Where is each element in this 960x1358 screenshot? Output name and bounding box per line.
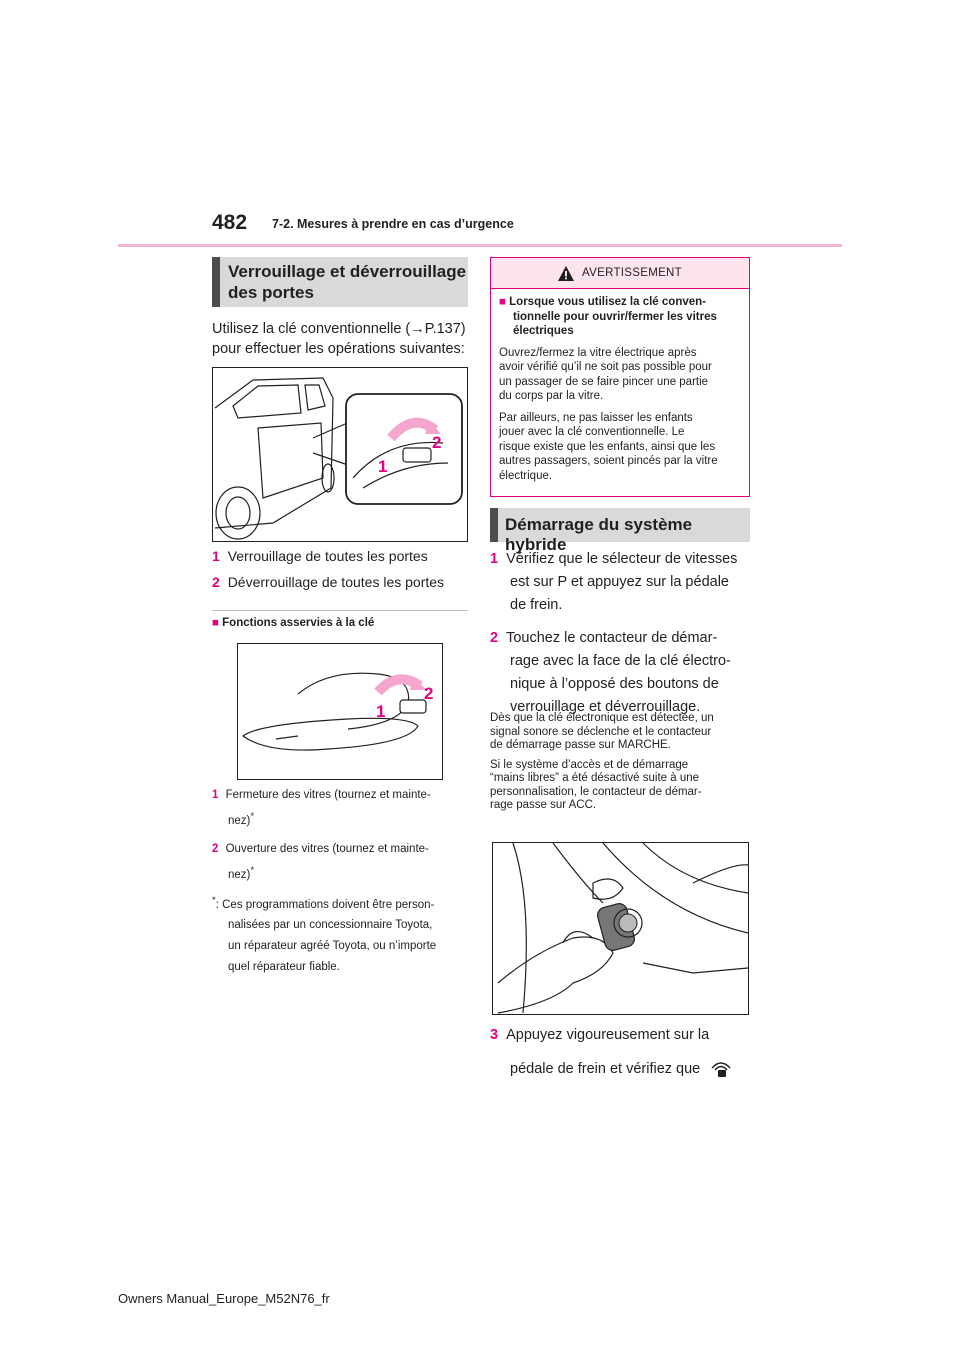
step-number: 1 bbox=[212, 548, 220, 564]
step-line: verrouillage et déverrouillage. bbox=[510, 699, 701, 715]
figure1-label-2: 2 bbox=[432, 433, 442, 452]
sub-heading-text: Fonctions asservies à la clé bbox=[222, 617, 375, 629]
step-text: Déverrouillage de toutes les portes bbox=[227, 574, 445, 590]
intro-line-2: pour effectuer les opérations suivantes: bbox=[212, 341, 465, 357]
note-line: de démarrage passe sur MARCHE. bbox=[490, 739, 671, 751]
warning-line: Par ailleurs, ne pas laisser les enfants bbox=[499, 411, 693, 424]
warning-line: du corps par la vitre. bbox=[499, 390, 604, 402]
warning-paragraph-2 bbox=[499, 411, 741, 484]
window-steps bbox=[212, 784, 474, 978]
heading-text: Démarrage du système hybride bbox=[505, 515, 693, 554]
step-number: 2 bbox=[212, 574, 220, 590]
figure2-label-1: 1 bbox=[376, 702, 386, 721]
step-lock-all bbox=[212, 543, 472, 569]
note-line: personnalisation, le contacteur de démar- bbox=[490, 785, 702, 798]
hybrid-steps bbox=[490, 548, 752, 719]
step-touch-switch bbox=[490, 627, 752, 719]
warning-body bbox=[491, 289, 749, 483]
step-check-selector bbox=[490, 548, 752, 617]
figure-handle-key bbox=[237, 643, 443, 780]
step-line: Touchez le contacteur de démar- bbox=[506, 630, 718, 646]
figure2-label-2: 2 bbox=[424, 684, 434, 703]
heading-door-locking bbox=[212, 257, 468, 307]
asterisk-mark: * bbox=[250, 811, 255, 822]
sub-heading-key-functions bbox=[212, 616, 374, 630]
figure-hand-key bbox=[492, 842, 749, 1015]
note-line: “mains libres” a été désactivé suite à une bbox=[490, 772, 700, 784]
step-window-close bbox=[212, 784, 474, 832]
header-rule bbox=[118, 244, 842, 247]
footnote-mark: * bbox=[212, 894, 216, 906]
warning-line: électrique. bbox=[499, 469, 553, 482]
step-line: nique à l’opposé des boutons de bbox=[510, 676, 719, 692]
footer-manual-id: Owners Manual_Europe_M52N76_fr bbox=[118, 1291, 330, 1306]
heading-hybrid-start bbox=[490, 508, 750, 554]
step-line: de frein. bbox=[510, 597, 563, 613]
heading-line-2: des portes bbox=[228, 283, 314, 302]
figure-door-key bbox=[212, 367, 468, 542]
step-text: Verrouillage de toutes les portes bbox=[227, 548, 428, 564]
warning-box bbox=[490, 257, 750, 497]
intro-line-1: Utilisez la clé conventionnelle (→P.137) bbox=[212, 321, 466, 337]
step-press-brake bbox=[490, 1025, 752, 1079]
warning-item-line-2: tionnelle pour ouvrir/fermer les vitres bbox=[513, 310, 717, 323]
step-line: pédale de frein et vérifiez que bbox=[510, 1061, 701, 1077]
ready-indicator-icon bbox=[710, 1060, 732, 1078]
step-text-line-2: nez) bbox=[228, 868, 251, 881]
footnote-line-1: : Ces programmations doivent être person- bbox=[215, 898, 435, 911]
heading-line-1: Verrouillage et déverrouillage bbox=[228, 262, 467, 281]
door-illustration bbox=[213, 368, 467, 541]
asterisk-mark: * bbox=[250, 864, 255, 876]
note-line: Dès que la clé électronique est détectée, un bbox=[490, 712, 714, 724]
step-number: 1 bbox=[212, 789, 219, 801]
step-line: Vérifiez que le sélecteur de vitesses bbox=[506, 551, 738, 567]
step-text-line-1: Fermeture des vitres (tournez et mainte- bbox=[225, 789, 431, 801]
footnote-line-4: quel réparateur fiable. bbox=[228, 961, 340, 974]
step-line: est sur P et appuyez sur la pédale bbox=[510, 574, 729, 590]
page-number: 482 bbox=[212, 211, 248, 234]
warning-line: risque existe que les enfants, ainsi que les bbox=[499, 440, 716, 453]
step-number: 2 bbox=[212, 842, 219, 855]
step-line: Appuyez vigoureusement sur la bbox=[506, 1027, 710, 1043]
step-number: 3 bbox=[490, 1027, 499, 1043]
square-bullet-icon: ■ bbox=[212, 617, 219, 629]
warning-line: Ouvrez/fermez la vitre électrique après bbox=[499, 346, 697, 359]
footnote-line-3: un réparateur agréé Toyota, ou n’importe bbox=[228, 940, 437, 953]
warning-line: autres passagers, soient pincés par la vitre bbox=[499, 455, 718, 467]
hand-key-illustration bbox=[493, 843, 748, 1014]
warning-triangle-icon bbox=[558, 266, 574, 281]
warning-paragraph-1 bbox=[499, 346, 741, 404]
note-smart-entry-disabled bbox=[490, 759, 752, 813]
lock-steps bbox=[212, 543, 472, 595]
step-line: rage avec la face de la clé électro- bbox=[510, 653, 731, 669]
section-title: 7-2. Mesures à prendre en cas d’urgence bbox=[272, 217, 514, 231]
footnote bbox=[212, 890, 474, 979]
step-number: 1 bbox=[490, 551, 499, 567]
intro-text bbox=[212, 319, 472, 359]
note-line: rage passe sur ACC. bbox=[490, 799, 597, 811]
warning-header bbox=[491, 258, 749, 289]
warning-item bbox=[499, 295, 741, 339]
warning-line: un passager de se faire pincer une partie bbox=[499, 375, 709, 388]
warning-item-line-1: Lorsque vous utilisez la clé conven- bbox=[509, 296, 706, 308]
footnote-line-2: nalisées par un concessionnaire Toyota, bbox=[228, 919, 433, 932]
step-window-open bbox=[212, 838, 474, 886]
step-text-line-2: nez) bbox=[228, 814, 251, 827]
warning-title: AVERTISSEMENT bbox=[582, 267, 682, 279]
step-number: 2 bbox=[490, 630, 499, 646]
hybrid-notes bbox=[490, 712, 752, 813]
warning-line: jouer avec la clé conventionnelle. Le bbox=[499, 426, 685, 438]
step-text-line-1: Ouverture des vitres (tournez et mainte- bbox=[225, 842, 429, 855]
warning-line: avoir vérifié qu’il ne soit pas possible pour bbox=[499, 361, 712, 373]
warning-item-line-3: électriques bbox=[513, 325, 574, 337]
figure1-label-1: 1 bbox=[378, 457, 388, 476]
section-divider bbox=[212, 610, 468, 611]
handle-illustration bbox=[238, 644, 442, 779]
step-unlock-all bbox=[212, 569, 472, 595]
note-line: signal sonore se déclenche et le contacteur bbox=[490, 725, 712, 738]
note-line: Si le système d’accès et de démarrage bbox=[490, 758, 689, 771]
note-key-detected bbox=[490, 712, 752, 753]
square-bullet-icon: ■ bbox=[499, 296, 506, 308]
